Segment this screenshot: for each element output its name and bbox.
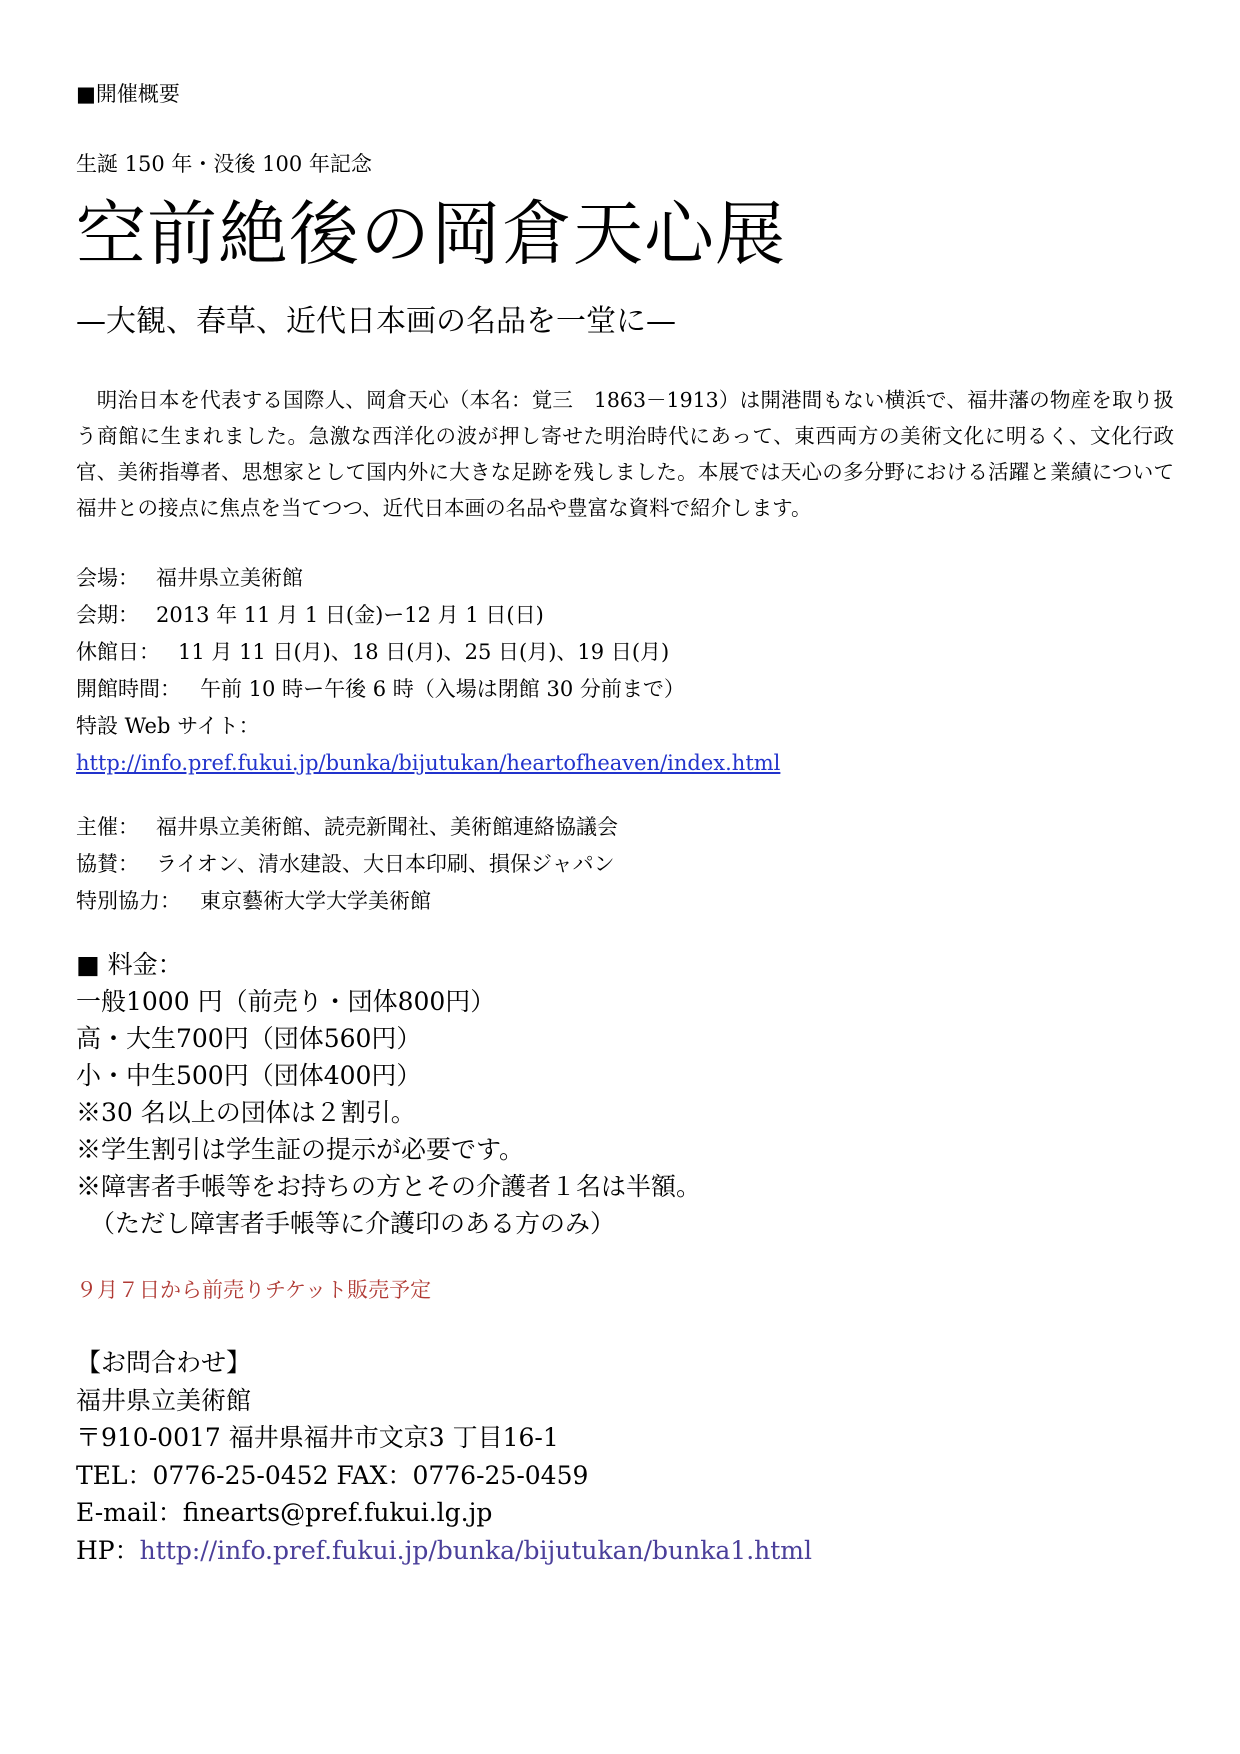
hp-label: HP： (76, 1535, 140, 1565)
fee-line: 一般1000 円（前売り・団体800円） (76, 987, 496, 1016)
sponsor-value: ライオン、清水建設、大日本印刷、損保ジャパン (156, 852, 615, 876)
fees-section (76, 946, 1176, 1242)
sponsor-row (76, 846, 1176, 883)
intro-text: 明治日本を代表する国際人、岡倉天心（本名：覚三 1863－1913）は開港間もない横浜で、福井藩の物産を取り扱う商館に生まれました。急激な西洋化の波が押し寄せた明治時代にあって、東西両方の美術文化に明るく、文化行政官、美術指導者、思想家として国内外に大きな足跡を残しました。本展では天心の多分野における活躍と業績について福井との接点に焦点を当てつつ、近代日本画の名品や豊富な資料で紹介します。 (76, 388, 1174, 520)
cooperation-value: 東京藝術大学大学美術館 (200, 889, 431, 913)
intro-paragraph (76, 382, 1174, 526)
anniversary-subtitle: 生誕 150 年・没後 100 年記念 (76, 152, 372, 176)
fee-note: ※30 名以上の団体は２割引。 (76, 1098, 416, 1127)
period-label: 会期： (76, 603, 139, 627)
presale-notice: ９月７日から前売りチケット販売予定 (76, 1278, 432, 1302)
hours-value: 午前 10 時ー午後 6 時（入場は閉館 30 分前まで） (200, 677, 685, 701)
host-row (76, 809, 1176, 846)
fee-line: 高・大生700円（団体560円） (76, 1024, 422, 1053)
hours-label: 開館時間： (76, 677, 181, 701)
host-label: 主催： (76, 815, 139, 839)
exhibition-info (76, 560, 1176, 920)
document-page (76, 76, 1176, 1569)
hp-link[interactable]: http://info.pref.fukui.jp/bunka/bijutukan/bunka1.html (139, 1535, 813, 1565)
fee-line: 小・中生500円（団体400円） (76, 1061, 422, 1090)
hours-row (76, 671, 1176, 708)
venue-row (76, 560, 1176, 597)
fees-heading: ■ 料金： (76, 950, 183, 979)
venue-value: 福井県立美術館 (156, 566, 303, 590)
closed-days-label: 休館日： (76, 640, 160, 664)
closed-days-row (76, 634, 1176, 671)
contact-address: 〒910-0017 福井県福井市文京3 丁目16-1 (76, 1423, 559, 1452)
venue-label: 会場： (76, 566, 139, 590)
cooperation-label: 特別協力： (76, 889, 181, 913)
host-value: 福井県立美術館、読売新聞社、美術館連絡協議会 (156, 815, 618, 839)
exhibition-tagline: —大観、春草、近代日本画の名品を一堂に— (76, 304, 676, 339)
contact-section (76, 1344, 1176, 1569)
contact-email: E-mail：finearts@pref.fukui.lg.jp (76, 1498, 493, 1527)
period-row (76, 597, 1176, 634)
contact-heading: 【お問合わせ】 (76, 1348, 252, 1377)
website-url-row (76, 745, 1176, 782)
sponsor-label: 協賛： (76, 852, 139, 876)
fee-note: ※障害者手帳等をお持ちの方とその介護者１名は半額。 (76, 1172, 702, 1201)
website-link[interactable]: http://info.pref.fukui.jp/bunka/bijutukan/heartofheaven/index.html (76, 751, 781, 775)
contact-hp-row (76, 1532, 1176, 1570)
section-heading: ■開催概要 (76, 82, 180, 106)
fee-note: ※学生割引は学生証の提示が必要です。 (76, 1135, 525, 1164)
period-value: 2013 年 11 月 1 日(金)ー12 月 1 日(日) (156, 603, 544, 627)
closed-days-value: 11 月 11 日(月)、18 日(月)、25 日(月)、19 日(月) (178, 640, 670, 664)
exhibition-title: 空前絶後の岡倉天心展 (76, 193, 786, 275)
website-label-row (76, 708, 1176, 745)
cooperation-row (76, 883, 1176, 920)
spacer (76, 782, 1176, 809)
contact-name: 福井県立美術館 (76, 1385, 252, 1415)
website-label: 特設 Web サイト： (76, 714, 260, 738)
contact-tel-fax: TEL：0776-25-0452 FAX：0776-25-0459 (76, 1460, 589, 1490)
fee-note: （ただし障害者手帳等に介護印のある方のみ） (90, 1209, 616, 1238)
